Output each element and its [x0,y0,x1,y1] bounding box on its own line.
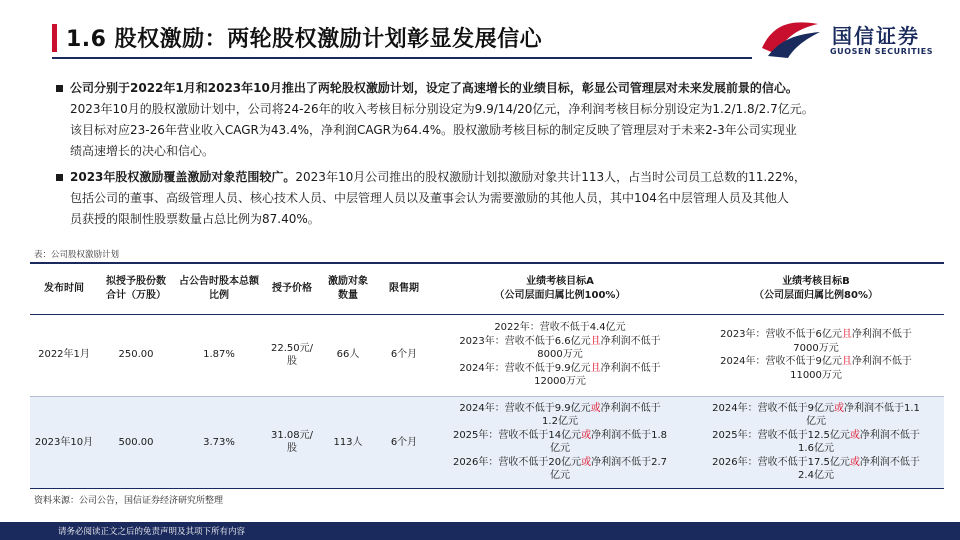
target-text: 11000万元 [790,369,842,381]
target-text: 2023年：营收不低于6亿元 [720,329,842,340]
header-shares: 拟授予股份数合计（万股） [98,264,174,314]
target-text: 亿元 [550,470,570,482]
target-text: 2026年：营收不低于20亿元 [452,456,582,468]
bullet-item-1 [56,78,926,162]
target-text: 亿元 [550,443,570,455]
title-accent-bar [52,24,57,52]
bullet-square-icon [56,85,63,92]
cell-target-a [432,396,688,488]
target-line [435,348,685,362]
bullet-square-icon [56,174,63,181]
cell-target-b [688,314,944,396]
cell-ratio: 3.73% [174,396,264,488]
target-line [435,402,685,416]
bullet-line: 包括公司的董事、高级管理人员、核心技术人员、中层管理人员以及董事会认为需要激励的其他人员，其中104名中层管理人员及其他人 [70,191,789,205]
cell-price: 22.50元/股 [264,314,320,396]
table-caption: 表：公司股权激励计划 [34,250,120,260]
target-text: 净利润不低于1.1 [843,402,920,414]
header-date: 发布时间 [30,264,98,314]
target-text: 净利润不低于 [600,362,661,374]
cell-date: 2023年10月 [30,396,98,488]
target-text: 2024年：营收不低于9.9亿元 [459,402,591,414]
incentive-table [30,264,944,488]
footer-disclaimer: 请务必阅读正文之后的免责声明及其项下所有内容 [58,527,246,537]
target-line [691,469,941,483]
target-line [691,342,941,356]
target-line [691,415,941,429]
target-text: 亿元 [806,416,826,428]
target-text: 净利润不低于2.7 [591,456,668,468]
target-text: 2.4亿元 [798,470,834,482]
target-text: 12000万元 [534,376,586,388]
target-line [435,335,685,349]
target-text: 净利润不低于1.8 [591,429,668,441]
logo-name-en: GUOSEN SECURITIES [830,47,934,56]
target-line [691,328,941,342]
target-text: 7000万元 [793,342,839,354]
target-conjunction: 且 [590,335,601,347]
bullet-line: 公司分别于2022年1月和2023年10月推出了两轮股权激励计划，设定了高速增长的业绩目标，彰显公司管理层对未来发展前景的信心。 [70,81,798,95]
target-line [691,456,941,470]
target-text: 2024年：营收不低于9亿元 [712,402,834,414]
target-conjunction: 或 [849,456,860,468]
bullet-line: 绩高速增长的决心和信心。 [70,144,215,158]
cell-lockup: 6个月 [376,314,432,396]
source-note: 资料来源：公司公告，国信证券经济研究所整理 [34,496,224,506]
target-line [435,362,685,376]
table-row [30,314,944,396]
target-line [435,375,685,389]
target-conjunction: 且 [841,329,852,340]
guosen-logo [760,18,934,60]
header-lockup: 限售期 [376,264,432,314]
bullet-line: 2023年10月的股权激励计划中，公司将24-26年的收入考核目标分别设定为9.9/14/20亿元，净利润考核目标分别设定为1.2/1.8/2.7亿元。 [70,102,814,116]
target-text: 1.2亿元 [542,416,578,428]
guosen-logo-icon [760,18,822,60]
bullet-item-2 [56,167,926,230]
cell-lockup: 6个月 [376,396,432,488]
cell-target-b [688,396,944,488]
target-text: 净利润不低于 [859,456,920,468]
bullet-line: 2023年股权激励覆盖激励对象范围较广。2023年10月公司推出的股权激励计划拟激励对象共计113人，占当时公司员工总数的11.22%， [70,170,806,184]
target-text: 2026年：营收不低于17.5亿元 [712,456,850,468]
target-line [691,355,941,369]
header-target-b: 业绩考核目标B （公司层面归属比例80%） [688,264,944,314]
target-text: 净利润不低于 [600,402,661,414]
target-line [691,369,941,383]
target-text: 净利润不低于 [851,356,912,367]
title-underline [52,57,752,59]
target-conjunction: 且 [590,362,601,374]
target-text: 2023年：营收不低于6.6亿元 [459,335,591,347]
target-text: 8000万元 [537,349,583,361]
header-count: 激励对象数量 [320,264,376,314]
target-text: 净利润不低于 [851,329,912,340]
target-conjunction: 且 [841,356,852,367]
target-line [435,321,685,335]
target-text: 2025年：营收不低于12.5亿元 [712,429,850,441]
target-text: 净利润不低于 [600,335,661,347]
bullet-line: 该目标对应23-26年营业收入CAGR为43.4%，净利润CAGR为64.4%。股权激励考核目标的制定反映了管理层对于未来2-3年公司实现业 [70,123,797,137]
page-title: 1.6 股权激励：两轮股权激励计划彰显发展信心 [66,27,543,52]
cell-shares: 250.00 [98,314,174,396]
target-line [435,415,685,429]
cell-target-a [432,314,688,396]
cell-date: 2022年1月 [30,314,98,396]
target-text: 2024年：营收不低于9亿元 [720,356,842,367]
target-line [691,442,941,456]
cell-count: 113人 [320,396,376,488]
target-text: 净利润不低于 [859,429,920,441]
target-line [435,442,685,456]
target-text: 1.6亿元 [798,443,834,455]
target-line [691,402,941,416]
target-conjunction: 或 [581,429,592,441]
footer-bar [0,522,960,540]
target-text: 2024年：营收不低于9.9亿元 [459,362,591,374]
source-rule [30,488,944,489]
target-line [435,456,685,470]
cell-count: 66人 [320,314,376,396]
cell-shares: 500.00 [98,396,174,488]
header-price: 授予价格 [264,264,320,314]
cell-price: 31.08元/股 [264,396,320,488]
cell-ratio: 1.87% [174,314,264,396]
target-line [691,429,941,443]
target-text: 2025年：营收不低于14亿元 [452,429,582,441]
target-conjunction: 或 [833,402,844,414]
header-target-a: 业绩考核目标A （公司层面归属比例100%） [432,264,688,314]
table-row [30,396,944,488]
target-text: 2022年：营收不低于4.4亿元 [494,322,626,334]
bullet-list [56,78,926,235]
target-conjunction: 或 [849,429,860,441]
target-conjunction: 或 [581,456,592,468]
header-ratio: 占公告时股本总额比例 [174,264,264,314]
bullet-line: 员获授的限制性股票数量占总比例为87.40%。 [70,212,320,226]
target-line [435,429,685,443]
logo-name-cn: 国信证券 [832,24,920,48]
table-header-row [30,264,944,314]
target-conjunction: 或 [590,402,601,414]
target-line [435,469,685,483]
